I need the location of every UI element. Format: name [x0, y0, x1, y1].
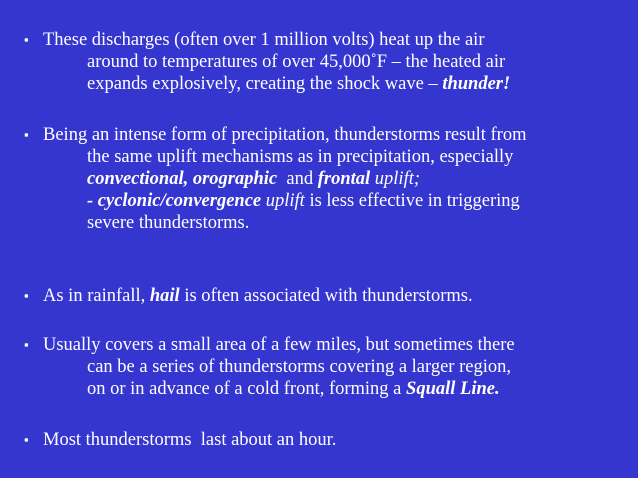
emphasis-frontal: frontal	[317, 169, 371, 189]
bullet-line	[24, 334, 624, 356]
bullet-hail	[24, 285, 624, 307]
bullet-line	[24, 356, 624, 378]
text-run: is less effective in triggering	[304, 191, 520, 211]
text-run: These discharges (often over 1 million volts) heat up the air	[43, 30, 485, 50]
bullet-line	[24, 146, 624, 168]
bullet-line	[24, 429, 624, 451]
text-run: expands explosively, creating the shock wave –	[87, 74, 443, 94]
bullet-line	[24, 168, 624, 190]
text-run: Usually covers a small area of a few miles, but sometimes there	[43, 335, 515, 355]
bullet-line	[24, 51, 624, 73]
emphasis-squall-line: Squall Line.	[406, 379, 500, 399]
text-run: Being an intense form of precipitation, thunderstorms result from	[43, 125, 527, 145]
text-run: around to temperatures of over 45,000˚F – the heated air	[87, 52, 506, 72]
bullet-line	[24, 378, 624, 400]
square-bullet-icon: ▪	[24, 432, 29, 447]
bullet-line	[24, 285, 624, 307]
bullet-line	[24, 212, 624, 234]
text-run: is often associated with thunderstorms.	[179, 286, 473, 306]
text-run: and	[277, 169, 318, 189]
emphasis-thunder: thunder!	[442, 74, 511, 94]
bullet-duration	[24, 429, 624, 451]
bullet-line	[24, 29, 624, 51]
emphasis-cyclonic-convergence: - cyclonic/convergence	[87, 191, 262, 211]
emphasis-hail: hail	[149, 286, 180, 306]
square-bullet-icon: ▪	[24, 32, 29, 47]
square-bullet-icon: ▪	[24, 337, 29, 352]
square-bullet-icon: ▪	[24, 288, 29, 303]
bullet-uplift-mechanisms	[24, 124, 624, 234]
text-run: can be a series of thunderstorms covering a larger region,	[87, 357, 511, 377]
bullet-line	[24, 73, 624, 95]
square-bullet-icon: ▪	[24, 127, 29, 142]
text-run: Most thunderstorms last about an hour.	[43, 430, 337, 450]
text-run: As in rainfall,	[43, 286, 150, 306]
bullet-line	[24, 190, 624, 212]
emphasis-convectional-orographic: convectional, orographic	[87, 169, 278, 189]
bullet-squall-line	[24, 334, 624, 400]
text-run: severe thunderstorms.	[87, 213, 250, 233]
italic-uplift: uplift;	[374, 169, 421, 189]
text-run: the same uplift mechanisms as in precipitation, especially	[87, 147, 514, 167]
bullet-discharges	[24, 29, 624, 95]
text-run: on or in advance of a cold front, forming a	[87, 379, 407, 399]
italic-uplift: uplift	[265, 191, 305, 211]
bullet-line	[24, 124, 624, 146]
